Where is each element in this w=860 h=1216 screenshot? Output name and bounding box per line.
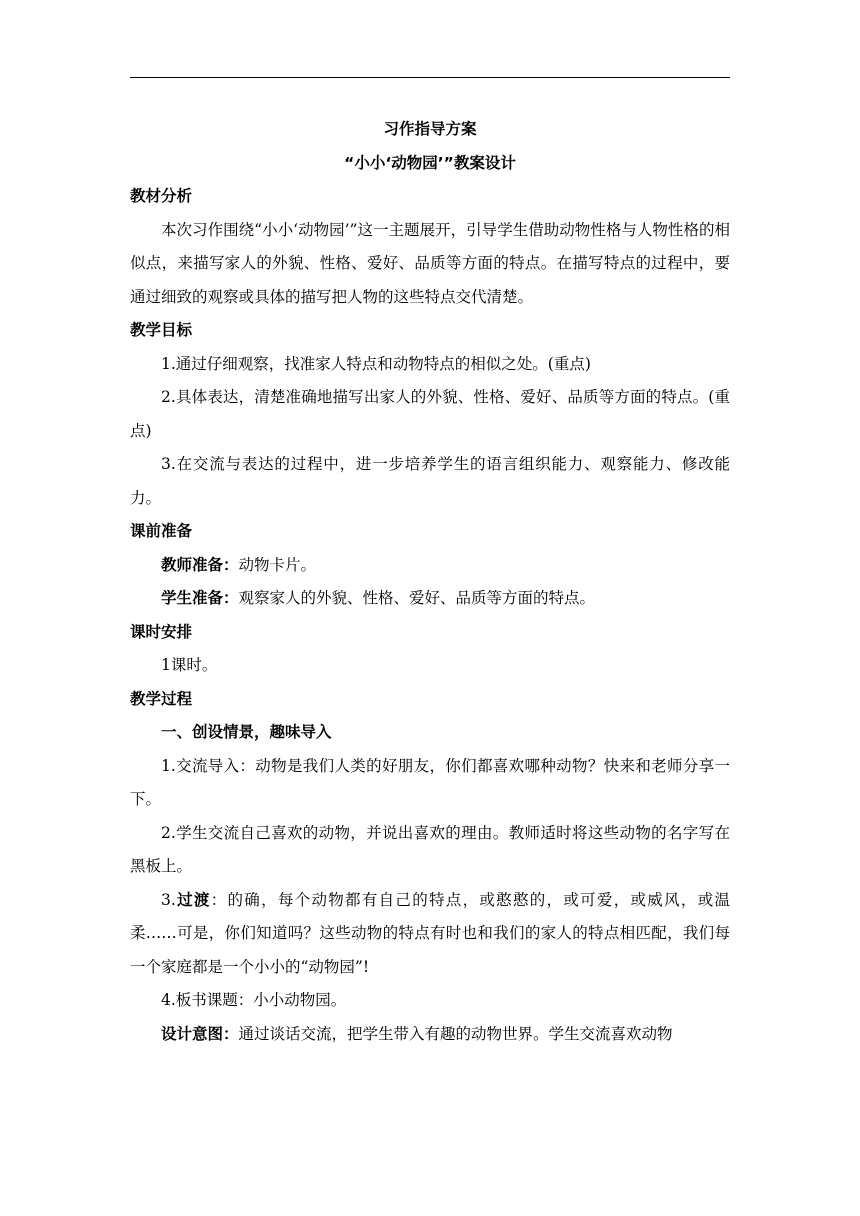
process-item-3-prefix: 3. <box>161 890 176 909</box>
process-item-1: 1.交流导入：动物是我们人类的好朋友，你们都喜欢哪种动物？快来和老师分享一下。 <box>130 756 730 808</box>
prep-teacher-text: 动物卡片。 <box>238 555 317 574</box>
goal-item-1: 1.通过仔细观察，找准家人特点和动物特点的相似之处。(重点) <box>161 354 591 373</box>
document-content <box>130 113 730 1051</box>
document-title: 习作指导方案 <box>383 120 477 138</box>
process-item-2: 2.学生交流自己喜欢的动物，并说出喜欢的理由。教师适时将这些动物的名字写在黑板上。 <box>130 823 730 875</box>
process-item-3-label: 过渡 <box>175 890 211 909</box>
design-intent <box>130 1018 730 1052</box>
process-step1-title: 一、创设情景，趣味导入 <box>161 723 332 741</box>
goal-item-3: 3.在交流与表达的过程中，进一步培养学生的语言组织能力、观察能力、修改能力。 <box>130 455 730 507</box>
design-intent-text: 通过谈话交流，把学生带入有趣的动物世界。学生交流喜欢动物 <box>238 1024 673 1043</box>
process-item-4: 4.板书课题：小小动物园。 <box>161 991 347 1009</box>
prep-student <box>130 582 730 616</box>
process-item-3 <box>130 884 730 985</box>
header-rule <box>130 77 730 78</box>
analysis-paragraph: 本次习作围绕“小小‘动物园’”这一主题展开，引导学生借助动物性格与人物性格的相似点，来描写家人的外貌、性格、爱好、品质等方面的特点。在描写特点的过程中，要通过细致的观察或具体的描写把人物的这些特点交代清楚。 <box>130 220 730 306</box>
prep-teacher-label: 教师准备： <box>161 555 239 574</box>
goal-item-2: 2.具体表达，清楚准确地描写出家人的外貌、性格、爱好、品质等方面的特点。(重点) <box>130 388 730 440</box>
process-item-3-text: ：的确，每个动物都有自己的特点，或憨憨的，或可爱，或威风，或温柔……可是，你们知道吗？这些动物的特点有时也和我们的家人的特点相匹配，我们每一个家庭都是一个小小的“动物园”! <box>130 890 730 976</box>
heading-analysis: 教材分析 <box>130 187 193 205</box>
heading-prep: 课前准备 <box>130 522 193 540</box>
design-intent-label: 设计意图： <box>161 1024 239 1043</box>
prep-student-text: 观察家人的外貌、性格、爱好、品质等方面的特点。 <box>238 589 596 607</box>
heading-schedule: 课时安排 <box>130 622 193 641</box>
prep-student-label: 学生准备： <box>161 589 239 607</box>
heading-goals: 教学目标 <box>130 321 193 339</box>
document-subtitle: “小小‘动物园’”教案设计 <box>344 153 516 172</box>
schedule-text: 1课时。 <box>161 656 218 674</box>
prep-teacher <box>130 549 730 583</box>
heading-process: 教学过程 <box>130 689 193 708</box>
